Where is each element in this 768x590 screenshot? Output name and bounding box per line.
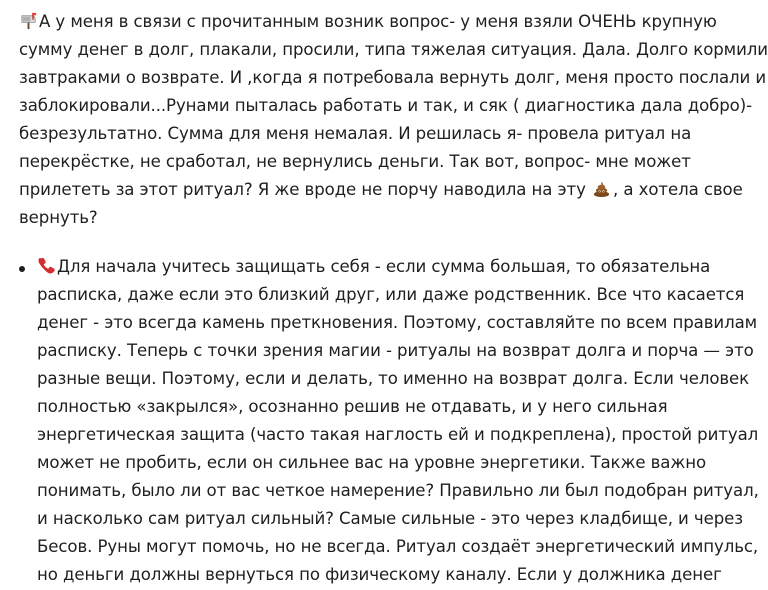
bullet-marker [19, 266, 25, 272]
answer-list [0, 253, 759, 589]
list-item [0, 253, 759, 589]
question-line-2: сумму денег в долг, плакали, просили, типа тяжелая ситуация. Дала. Долго кормили [19, 40, 768, 59]
mailbox-icon [19, 11, 38, 30]
question-line-7-tail: , а хотела свое [613, 180, 743, 199]
answer-line-2: расписка, даже если это близкий друг, или даже родственник. Все что касается [37, 285, 745, 304]
question-line-3: завтраками о возврате. И ,когда я потребовала вернуть долг, меня просто послали и [19, 68, 767, 87]
question-line-1-text: А у меня в связи с прочитанным возник вопрос- у меня взяли ОЧЕНЬ крупную [39, 12, 717, 31]
question-line-7 [19, 176, 743, 204]
answer-line-6: полностью «закрылся», осознанно решив не отдавать, и у него сильная [37, 397, 668, 416]
question-line-6: перекрёстке, не сработал, не вернулись деньги. Так вот, вопрос- мне может [19, 152, 691, 171]
telephone-receiver-icon [37, 256, 56, 275]
answer-line-7: энергетическая защита (часто такая наглость ей и подкреплена), простой ритуал [37, 425, 759, 444]
question-line-7-text: прилететь за этот ритуал? Я же вроде не порчу наводила на эту [19, 180, 586, 199]
answer-line-8: может не пробить, если он сильнее вас на уровне энергетики. Также важно [37, 453, 707, 472]
answer-line-5: разные вещи. Поэтому, если и делать, то именно на возврат долга. Если человек [37, 369, 750, 388]
answer-line-3: денег - это всегда камень преткновения. Поэтому, составляйте по всем правилам [37, 313, 758, 332]
question-line-1 [19, 8, 717, 36]
answer-line-9: понимать, было ли от вас четкое намерение? Правильно ли был подобран ритуал, [37, 481, 759, 500]
answer-line-11: Бесов. Руны могут помочь, но не всегда. Ритуал создаёт энергетический импульс, [37, 537, 759, 556]
answer-line-4: расписку. Теперь с точки зрения магии - ритуалы на возврат долга и порча — это [37, 341, 754, 360]
answer-line-1 [37, 253, 711, 281]
answer-line-1-text: Для начала учитесь защищать себя - если сумма большая, то обязательна [57, 257, 711, 276]
answer-line-10: и насколько сам ритуал сильный? Самые сильные - это через кладбище, и через [37, 509, 743, 528]
answer-line-12: но деньги должны вернуться по физическому каналу. Если у должника денег [37, 565, 722, 584]
question-paragraph [19, 8, 768, 232]
question-line-8: вернуть? [19, 208, 98, 227]
pile-of-poo-icon [592, 179, 611, 198]
question-line-4: заблокировали...Рунами пыталась работать и так, и сяк ( диагностика дала добро)- [19, 96, 752, 115]
question-line-5: безрезультатно. Сумма для меня немалая. И решилась я- провела ритуал на [19, 124, 692, 143]
